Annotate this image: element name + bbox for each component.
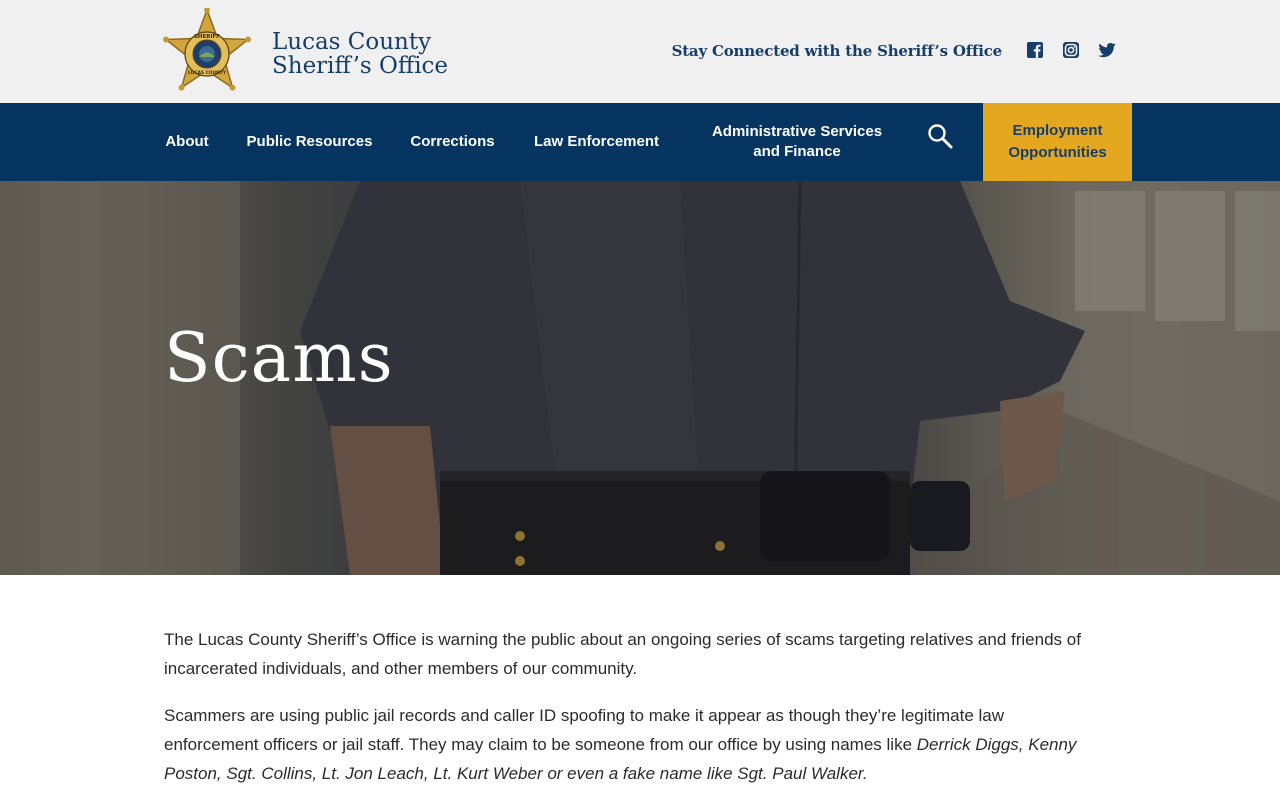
facebook-icon: [1025, 40, 1045, 60]
scam-details-text: Scammers are using public jail records and caller ID spoofing to make it appear as though they’re legitimate law enforcement officers or jail staff. They may claim to be someone from our office by using names like: [164, 706, 1005, 754]
twitter-icon: [1097, 40, 1117, 60]
sheriff-badge-logo: [162, 8, 252, 96]
badge-text-top: SHERIFF: [193, 34, 221, 40]
scam-details-paragraph: [164, 701, 1094, 788]
twitter-link[interactable]: [1097, 40, 1117, 60]
logo-line-1: Lucas County: [272, 29, 432, 55]
article-content: [164, 625, 1094, 806]
hero-banner: [0, 181, 1280, 575]
intro-paragraph: The Lucas County Sheriff’s Office is warning the public about an ongoing series of scams targeting relatives and friends of incarcerated individuals, and other members of our community.: [164, 630, 1081, 678]
logo-line-2: Sheriff’s Office: [272, 53, 449, 79]
nav-item-about[interactable]: About: [165, 133, 209, 150]
nav-item-law-enforcement[interactable]: Law Enforcement: [533, 133, 660, 150]
site-logo-link[interactable]: [162, 8, 452, 96]
nav-item-public-resources[interactable]: Public Resources: [246, 133, 373, 150]
page-title: Scams: [164, 319, 394, 398]
instagram-icon: [1061, 40, 1081, 60]
badge-text-bottom: LUCAS COUNTY: [188, 71, 226, 76]
employment-opportunities-button[interactable]: Employment Opportunities: [983, 103, 1132, 181]
logo-wordmark: [272, 30, 448, 78]
stay-connected-label: Stay Connected with the Sheriff’s Office: [671, 42, 1002, 60]
nav-item-administrative-services[interactable]: Administrative Services and Finance: [711, 123, 883, 160]
search-button[interactable]: [924, 121, 958, 155]
top-header: [0, 0, 1280, 103]
search-icon: [924, 121, 958, 155]
facebook-link[interactable]: [1025, 40, 1045, 60]
scam-names-list: Derrick Diggs, Kenny Poston, Sgt. Collins, Lt. Jon Leach, Lt. Kurt Weber or even a fake name like Sgt. Paul Walker.: [164, 735, 1077, 783]
instagram-link[interactable]: [1061, 40, 1081, 60]
nav-item-corrections[interactable]: Corrections: [410, 133, 495, 150]
